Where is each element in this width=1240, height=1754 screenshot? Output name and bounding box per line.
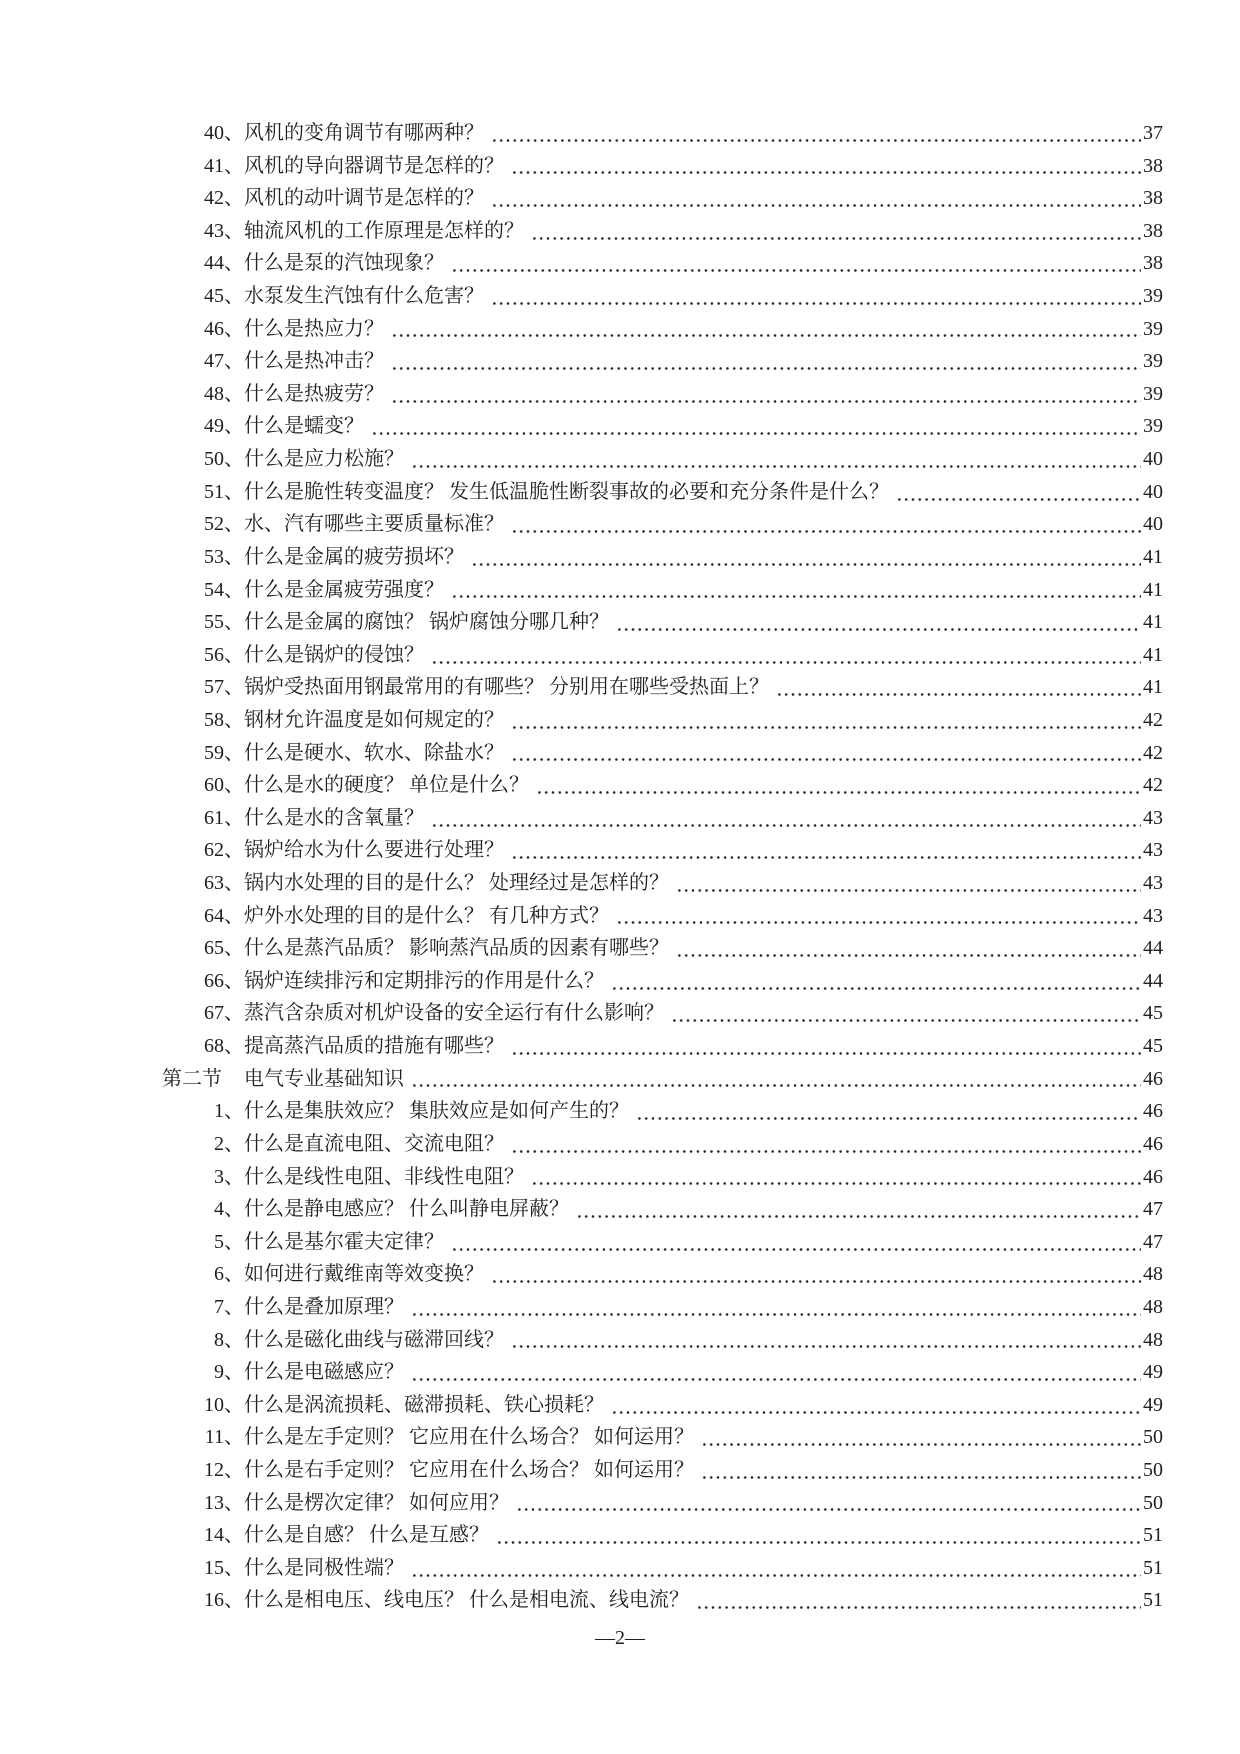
- toc-entry-title: 什么是水的含氧量？: [244, 806, 424, 829]
- toc-entry-page-number: 38: [1143, 187, 1163, 210]
- toc-entry: [162, 345, 1163, 378]
- toc-entry-number: 6、: [214, 1263, 244, 1286]
- toc-entry: [162, 215, 1163, 248]
- dot-leader: [696, 1584, 1141, 1617]
- dot-leader: [451, 574, 1141, 607]
- toc-entry-page-number: 48: [1143, 1295, 1163, 1318]
- toc-entry-title: 什么是泵的汽蚀现象？: [244, 252, 444, 275]
- toc-entry: [162, 1519, 1163, 1552]
- toc-entry-number: 58、: [204, 708, 244, 731]
- toc-entry-title: 什么是同极性端？: [244, 1556, 404, 1579]
- toc-entry: [162, 997, 1163, 1030]
- toc-entry-title: 锅内水处理的目的是什么？ 处理经过是怎样的？: [244, 872, 669, 895]
- toc-entry-title: 锅炉给水为什么要进行处理？: [244, 839, 504, 862]
- dot-leader: [411, 1552, 1141, 1585]
- dot-leader: [391, 345, 1141, 378]
- dot-leader: [371, 410, 1141, 443]
- toc-entry-page-number: 39: [1143, 285, 1163, 308]
- dot-leader: [491, 117, 1141, 150]
- toc-entry-page-number: 40: [1143, 448, 1163, 471]
- toc-entry: [162, 671, 1163, 704]
- dot-leader: [616, 900, 1141, 933]
- toc-entry: [162, 1291, 1163, 1324]
- toc-entry-page-number: 51: [1143, 1556, 1163, 1579]
- toc-entry: [162, 704, 1163, 737]
- toc-entry-number: 1、: [214, 1100, 244, 1123]
- toc-entry-title: 什么是金属疲劳强度？: [244, 578, 444, 601]
- toc-entry-page-number: 40: [1143, 480, 1163, 503]
- toc-entry-page-number: 50: [1143, 1491, 1163, 1514]
- toc-entry-number: 67、: [204, 1002, 244, 1025]
- toc-entry: [162, 378, 1163, 411]
- toc-entry-number: 48、: [204, 382, 244, 405]
- toc-entry: [162, 606, 1163, 639]
- toc-entry-number: 57、: [204, 676, 244, 699]
- toc-entry-page-number: 41: [1143, 643, 1163, 666]
- toc-entry-number: 49、: [204, 415, 244, 438]
- dot-leader: [536, 769, 1141, 802]
- toc-entry-title: 锅炉连续排污和定期排污的作用是什么？: [244, 969, 604, 992]
- toc-entry-page-number: 47: [1143, 1230, 1163, 1253]
- dot-leader: [516, 1487, 1141, 1520]
- dot-leader: [411, 1291, 1141, 1324]
- dot-leader: [391, 378, 1141, 411]
- toc-entry-title: 什么是热冲击？: [244, 350, 384, 373]
- toc-entry-page-number: 37: [1143, 122, 1163, 144]
- toc-entry-page-number: 38: [1143, 252, 1163, 275]
- dot-leader: [411, 1356, 1141, 1389]
- toc-entry: [162, 1356, 1163, 1389]
- toc-entry-number: 55、: [204, 611, 244, 634]
- toc-entry-title: 风机的动叶调节是怎样的？: [244, 187, 484, 210]
- toc-entry-title: 电气专业基础知识: [244, 1067, 404, 1090]
- toc-entry-page-number: 48: [1143, 1263, 1163, 1286]
- toc-entry-number: 44、: [204, 252, 244, 275]
- toc-entry: [162, 867, 1163, 900]
- toc-entry-number: 46、: [204, 317, 244, 340]
- toc-entry-page-number: 41: [1143, 578, 1163, 601]
- toc-entry-title: 什么是蒸汽品质？ 影响蒸汽品质的因素有哪些？: [244, 937, 669, 960]
- toc-entry-number: 53、: [204, 545, 244, 568]
- toc-entry: [162, 313, 1163, 346]
- toc-entry-number: 2、: [214, 1132, 244, 1155]
- toc-entry-page-number: 44: [1143, 937, 1163, 960]
- toc-entry-number: 11、: [204, 1426, 244, 1449]
- toc-entry-title: 什么是热应力？: [244, 317, 384, 340]
- dot-leader: [431, 639, 1141, 672]
- dot-leader: [531, 215, 1141, 248]
- dot-leader: [701, 1421, 1141, 1454]
- toc-entry: [162, 443, 1163, 476]
- toc-entry-number: 60、: [204, 774, 244, 797]
- toc-entry-title: 风机的导向器调节是怎样的？: [244, 154, 504, 177]
- toc-entry-title: 什么是线性电阻、非线性电阻？: [244, 1165, 524, 1188]
- toc-entry-title: 什么是蠕变？: [244, 415, 364, 438]
- dot-leader: [776, 671, 1141, 704]
- toc-entry-number: 64、: [204, 904, 244, 927]
- toc-entry-title: 什么是电磁感应？: [244, 1361, 404, 1384]
- toc-entry-page-number: 45: [1143, 1002, 1163, 1025]
- toc-entry-number: 68、: [204, 1035, 244, 1058]
- toc-entry-title: 风机的变角调节有哪两种？: [244, 122, 484, 144]
- toc-entry-title: 提高蒸汽品质的措施有哪些？: [244, 1035, 504, 1058]
- toc-entry-number: 14、: [204, 1524, 244, 1547]
- toc-entry-page-number: 39: [1143, 317, 1163, 340]
- toc-entry-number: 12、: [204, 1458, 244, 1481]
- toc-entry-title: 什么是楞次定律？ 如何应用？: [244, 1491, 509, 1514]
- toc-entry-title: 锅炉受热面用钢最常用的有哪些？ 分别用在哪些受热面上？: [244, 676, 769, 699]
- toc-entry-page-number: 46: [1143, 1067, 1163, 1090]
- toc-entry-page-number: 51: [1143, 1524, 1163, 1547]
- toc-entry-title: 什么是锅炉的侵蚀？: [244, 643, 424, 666]
- toc-entry-title: 什么是硬水、软水、除盐水？: [244, 741, 504, 764]
- dot-leader: [676, 867, 1141, 900]
- toc-entry: [162, 1552, 1163, 1585]
- toc-entry-title: 什么是金属的疲劳损坏？: [244, 545, 464, 568]
- toc-entry: [162, 737, 1163, 770]
- toc-entry-number: 59、: [204, 741, 244, 764]
- dot-leader: [451, 247, 1141, 280]
- toc-entry-page-number: 42: [1143, 708, 1163, 731]
- toc-entry-page-number: 43: [1143, 839, 1163, 862]
- toc-entry-title: 什么是相电压、线电压？ 什么是相电流、线电流？: [244, 1589, 689, 1612]
- toc-entry: [162, 639, 1163, 672]
- dot-leader: [511, 1030, 1141, 1063]
- toc-entry: [162, 802, 1163, 835]
- toc-entry-page-number: 39: [1143, 382, 1163, 405]
- toc-entry-title: 什么是右手定则？ 它应用在什么场合？ 如何运用？: [244, 1458, 694, 1481]
- toc-entry: [162, 1030, 1163, 1063]
- toc-entry-title: 水泵发生汽蚀有什么危害？: [244, 285, 484, 308]
- toc-entry: [162, 769, 1163, 802]
- toc-entry-number: 52、: [204, 513, 244, 536]
- toc-entry: [162, 508, 1163, 541]
- dot-leader: [491, 182, 1141, 215]
- toc-entry-number: 65、: [204, 937, 244, 960]
- toc-entry: [162, 117, 1163, 150]
- dot-leader: [511, 704, 1141, 737]
- toc-entry-number: 4、: [214, 1198, 244, 1221]
- dot-leader: [451, 1226, 1141, 1259]
- table-of-contents: [162, 117, 1163, 1617]
- toc-entry-page-number: 41: [1143, 545, 1163, 568]
- dot-leader: [431, 802, 1141, 835]
- toc-entry-number: 40、: [204, 122, 244, 144]
- toc-entry-page-number: 43: [1143, 904, 1163, 927]
- toc-entry: [162, 1487, 1163, 1520]
- dot-leader: [511, 1324, 1141, 1357]
- toc-entry-number: 3、: [214, 1165, 244, 1188]
- dot-leader: [511, 834, 1141, 867]
- toc-entry-page-number: 46: [1143, 1100, 1163, 1123]
- toc-entry-number: 47、: [204, 350, 244, 373]
- toc-entry-number: 9、: [214, 1361, 244, 1384]
- toc-entry: [162, 1193, 1163, 1226]
- toc-entry-title: 什么是涡流损耗、磁滞损耗、铁心损耗？: [244, 1393, 604, 1416]
- toc-entry: [162, 476, 1163, 509]
- toc-entry-title: 水、汽有哪些主要质量标准？: [244, 513, 504, 536]
- toc-entry-page-number: 40: [1143, 513, 1163, 536]
- toc-entry-page-number: 46: [1143, 1165, 1163, 1188]
- toc-entry-title: 蒸汽含杂质对机炉设备的安全运行有什么影响？: [244, 1002, 664, 1025]
- toc-entry: [162, 1258, 1163, 1291]
- dot-leader: [491, 280, 1141, 313]
- dot-leader: [611, 965, 1141, 998]
- toc-entry-page-number: 39: [1143, 350, 1163, 373]
- toc-entry-title: 什么是水的硬度？ 单位是什么？: [244, 774, 529, 797]
- toc-entry-number: 43、: [204, 219, 244, 242]
- toc-entry-title: 什么是叠加原理？: [244, 1295, 404, 1318]
- toc-entry-page-number: 50: [1143, 1426, 1163, 1449]
- dot-leader: [616, 606, 1141, 639]
- toc-entry-number: 50、: [204, 448, 244, 471]
- toc-entry-number: 15、: [204, 1556, 244, 1579]
- toc-entry-page-number: 49: [1143, 1393, 1163, 1416]
- toc-entry-number: 56、: [204, 643, 244, 666]
- dot-leader: [671, 997, 1141, 1030]
- dot-leader: [896, 476, 1141, 509]
- toc-entry: [162, 1584, 1163, 1617]
- toc-entry: [162, 1161, 1163, 1194]
- toc-entry-title: 什么是直流电阻、交流电阻？: [244, 1132, 504, 1155]
- dot-leader: [496, 1519, 1141, 1552]
- toc-entry-number: 5、: [214, 1230, 244, 1253]
- toc-entry-page-number: 38: [1143, 219, 1163, 242]
- toc-entry-number: 51、: [204, 480, 244, 503]
- toc-entry: [162, 541, 1163, 574]
- toc-entry-page-number: 43: [1143, 872, 1163, 895]
- toc-entry-number: 54、: [204, 578, 244, 601]
- toc-entry-page-number: 45: [1143, 1035, 1163, 1058]
- toc-entry-number: 7、: [214, 1295, 244, 1318]
- toc-entry: [162, 965, 1163, 998]
- toc-entry-title: 什么是集肤效应？ 集肤效应是如何产生的？: [244, 1100, 629, 1123]
- toc-entry-number: 45、: [204, 285, 244, 308]
- dot-leader: [511, 1128, 1141, 1161]
- toc-entry: [162, 410, 1163, 443]
- toc-entry: [162, 280, 1163, 313]
- toc-entry-title: 炉外水处理的目的是什么？ 有几种方式？: [244, 904, 609, 927]
- dot-leader: [531, 1161, 1141, 1194]
- toc-entry: [162, 1095, 1163, 1128]
- toc-entry-number: 8、: [214, 1328, 244, 1351]
- toc-entry-number: 第二节: [162, 1067, 222, 1090]
- dot-leader: [391, 313, 1141, 346]
- dot-leader: [701, 1454, 1141, 1487]
- page-number-footer: —2—: [595, 1627, 645, 1649]
- toc-entry-page-number: 38: [1143, 154, 1163, 177]
- dot-leader: [611, 1389, 1141, 1422]
- toc-entry: [162, 1421, 1163, 1454]
- toc-entry: [162, 1128, 1163, 1161]
- toc-entry-title: 什么是金属的腐蚀？ 锅炉腐蚀分哪几种？: [244, 611, 609, 634]
- toc-entry-page-number: 43: [1143, 806, 1163, 829]
- dot-leader: [511, 508, 1141, 541]
- toc-entry-number: 41、: [204, 154, 244, 177]
- toc-entry-title: 什么是脆性转变温度？ 发生低温脆性断裂事故的必要和充分条件是什么？: [244, 480, 889, 503]
- toc-entry-title: 轴流风机的工作原理是怎样的？: [244, 219, 524, 242]
- toc-entry-title: 钢材允许温度是如何规定的？: [244, 708, 504, 731]
- toc-entry: [162, 1324, 1163, 1357]
- dot-leader: [576, 1193, 1141, 1226]
- toc-entry-page-number: 51: [1143, 1589, 1163, 1612]
- toc-entry-title: 什么是热疲劳？: [244, 382, 384, 405]
- toc-entry: [162, 932, 1163, 965]
- toc-entry-page-number: 46: [1143, 1132, 1163, 1155]
- dot-leader: [411, 443, 1141, 476]
- toc-entry-number: 13、: [204, 1491, 244, 1514]
- toc-entry-number: 42、: [204, 187, 244, 210]
- toc-entry: [162, 150, 1163, 183]
- toc-section-heading: [162, 1063, 1163, 1096]
- dot-leader: [471, 541, 1141, 574]
- toc-entry-title: 什么是静电感应？ 什么叫静电屏蔽？: [244, 1198, 569, 1221]
- dot-leader: [676, 932, 1141, 965]
- toc-entry-title: 什么是磁化曲线与磁滞回线？: [244, 1328, 504, 1351]
- toc-entry-page-number: 41: [1143, 611, 1163, 634]
- dot-leader: [491, 1258, 1141, 1291]
- toc-entry-number: 62、: [204, 839, 244, 862]
- toc-entry-number: 10、: [204, 1393, 244, 1416]
- toc-entry: [162, 1454, 1163, 1487]
- toc-entry-page-number: 42: [1143, 774, 1163, 797]
- toc-entry: [162, 834, 1163, 867]
- toc-entry: [162, 900, 1163, 933]
- dot-leader: [511, 150, 1141, 183]
- toc-entry: [162, 247, 1163, 280]
- toc-entry-title: 如何进行戴维南等效变换？: [244, 1263, 484, 1286]
- toc-entry-page-number: 49: [1143, 1361, 1163, 1384]
- toc-entry-number: 66、: [204, 969, 244, 992]
- toc-entry-page-number: 39: [1143, 415, 1163, 438]
- toc-entry: [162, 182, 1163, 215]
- dot-leader: [511, 737, 1141, 770]
- toc-entry-title: 什么是应力松施？: [244, 448, 404, 471]
- toc-entry-page-number: 44: [1143, 969, 1163, 992]
- toc-entry-number: 16、: [204, 1589, 244, 1612]
- toc-entry-page-number: 41: [1143, 676, 1163, 699]
- toc-entry-page-number: 47: [1143, 1198, 1163, 1221]
- toc-entry-title: 什么是基尔霍夫定律？: [244, 1230, 444, 1253]
- toc-entry-number: 61、: [204, 806, 244, 829]
- toc-entry-page-number: 48: [1143, 1328, 1163, 1351]
- toc-entry-page-number: 42: [1143, 741, 1163, 764]
- toc-entry-title: 什么是左手定则？ 它应用在什么场合？ 如何运用？: [244, 1426, 694, 1449]
- dot-leader: [411, 1063, 1141, 1096]
- toc-entry: [162, 1226, 1163, 1259]
- toc-entry: [162, 1389, 1163, 1422]
- toc-entry-page-number: 50: [1143, 1458, 1163, 1481]
- toc-entry: [162, 574, 1163, 607]
- toc-entry-title: 什么是自感？ 什么是互感？: [244, 1524, 489, 1547]
- dot-leader: [636, 1095, 1141, 1128]
- toc-entry-number: 63、: [204, 872, 244, 895]
